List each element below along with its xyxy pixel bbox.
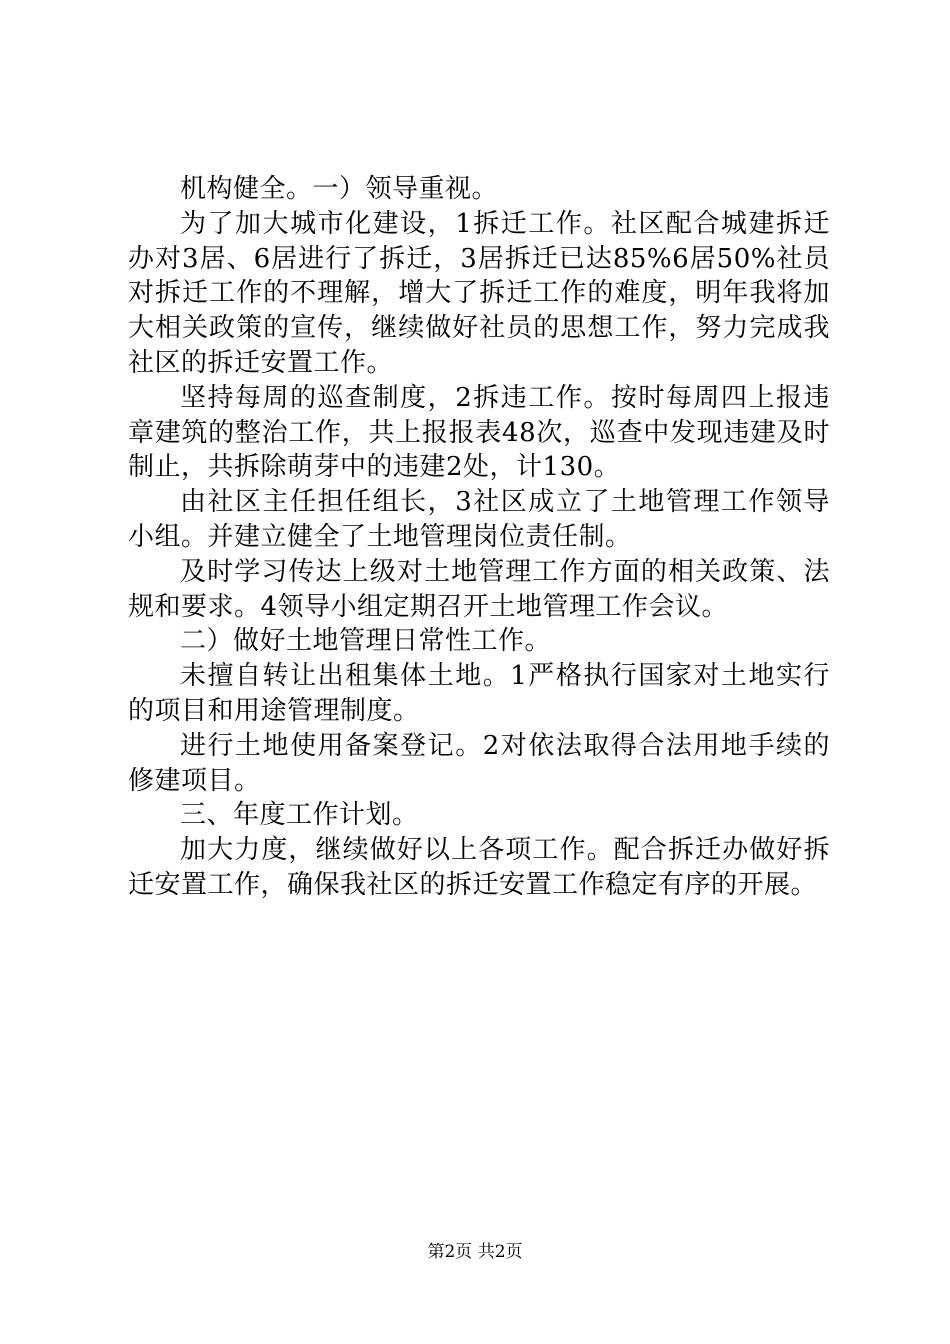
paragraph-2: 为了加大城市化建设，1拆迁工作。社区配合城建拆迁办对3居、6居进行了拆迁，3居拆迁已达85%6居50%社员对拆迁工作的不理解，增大了拆迁工作的难度，明年我将加大相关政策的宣传，继续做好社员的思想工作，努力完成我社区的拆迁安置工作。 — [128, 208, 830, 378]
document-body — [128, 172, 830, 903]
paragraph-6: 二）做好土地管理日常性工作。 — [180, 626, 552, 657]
paragraph-1: 机构健全。一）领导重视。 — [180, 174, 499, 204]
paragraph-10: 加大力度，继续做好以上各项工作。配合拆迁办做好拆迁安置工作，确保我社区的拆迁安置工作稳定有序的开展。 — [128, 835, 830, 900]
paragraph-9: 三、年度工作计划。 — [180, 800, 419, 831]
paragraph-8: 进行土地使用备案登记。2对依法取得合法用地手续的修建项目。 — [128, 730, 830, 796]
page-number-footer: 第2页 共2页 — [427, 1242, 523, 1262]
paragraph-5: 及时学习传达上级对土地管理工作方面的相关政策、法规和要求。4领导小组定期召开土地管理工作会议。 — [128, 556, 830, 622]
paragraph-3: 坚持每周的巡查制度，2拆违工作。按时每周四上报违章建筑的整治工作，共上报报表48次，巡查中发现违建及时制止，共拆除萌芽中的违建2处，计130。 — [128, 382, 830, 483]
paragraph-7: 未擅自转让出租集体土地。1严格执行国家对土地实行的项目和用途管理制度。 — [128, 661, 830, 726]
paragraph-4: 由社区主任担任组长，3社区成立了土地管理工作领导小组。并建立健全了土地管理岗位责任制。 — [128, 487, 830, 552]
